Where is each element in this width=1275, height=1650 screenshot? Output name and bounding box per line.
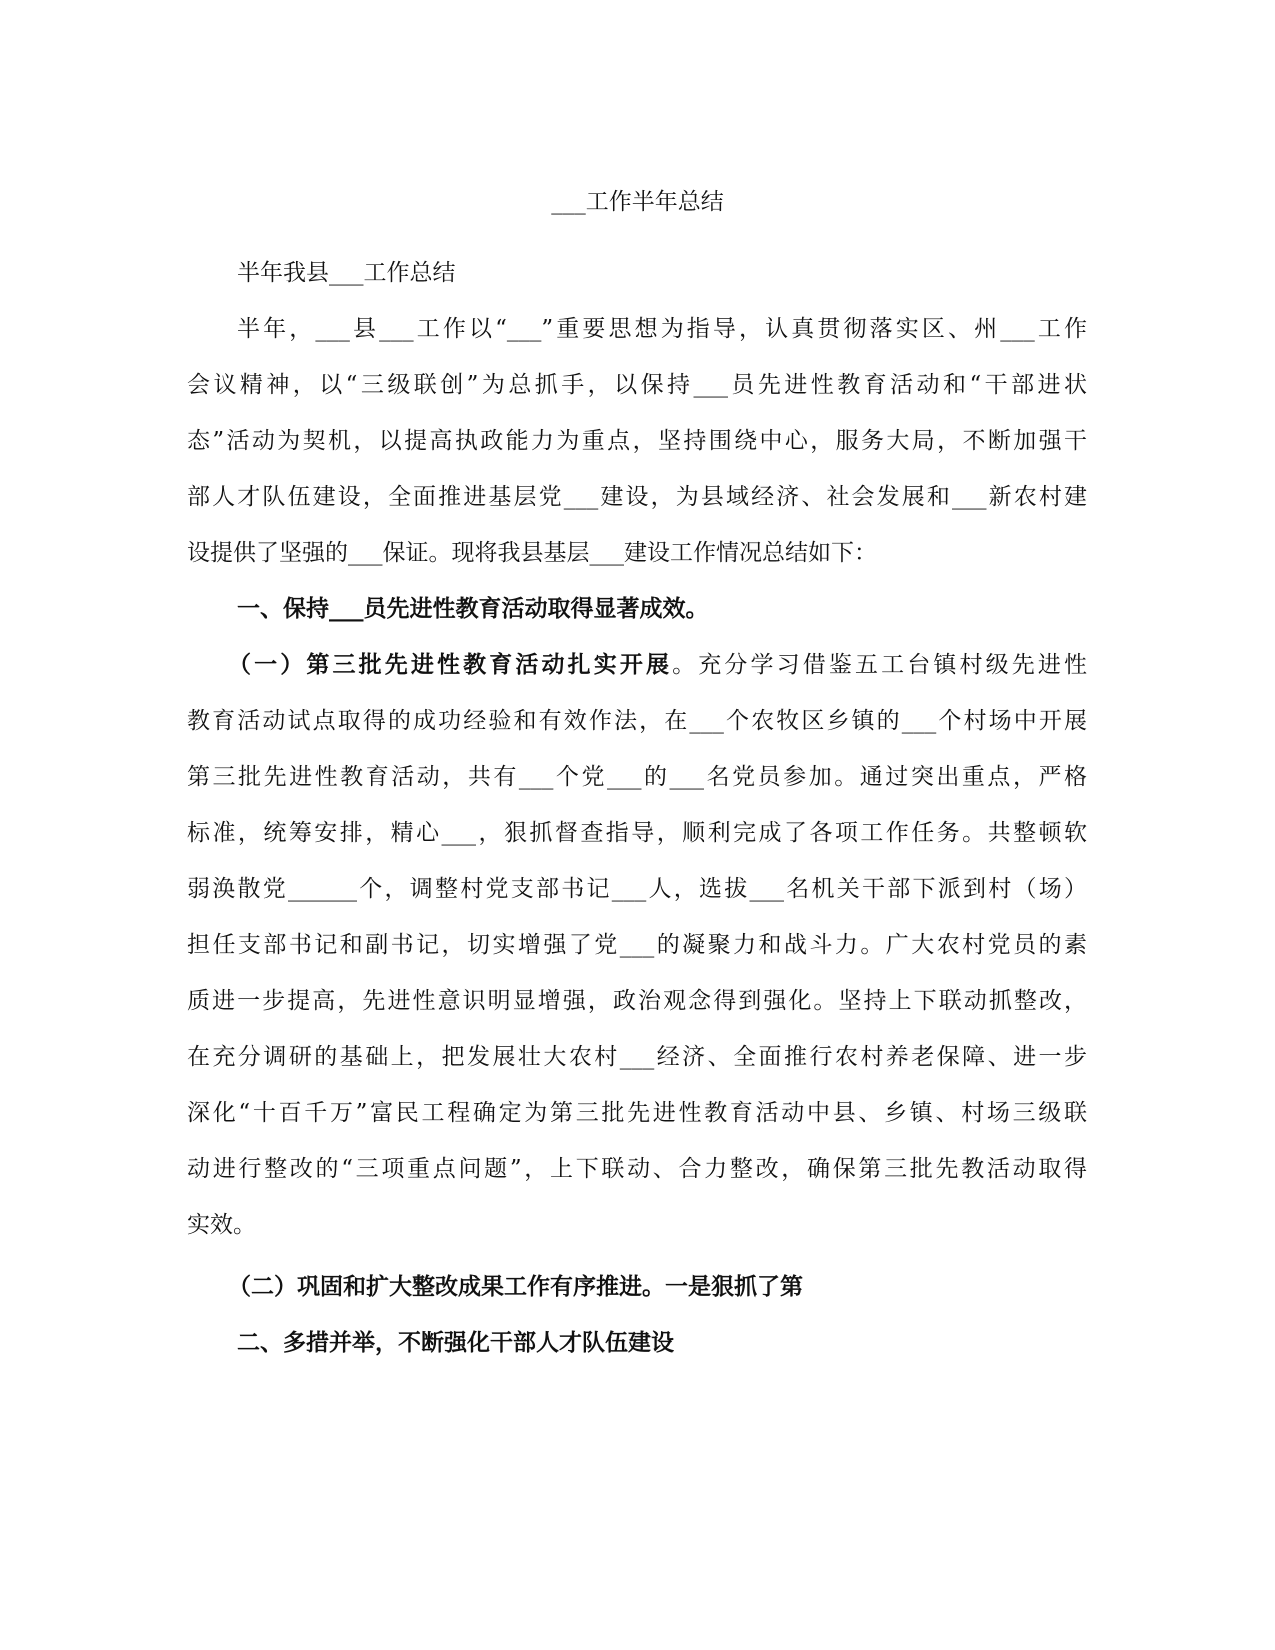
body-line: 弱涣散党______个，调整村党支部书记___人，选拔___名机关干部下派到村（场） xyxy=(187,876,1087,902)
intro-line: 部人才队伍建设，全面推进基层党___建设，为县域经济、社会发展和___新农村建 xyxy=(187,484,1087,510)
subsection-heading: （一）第三批先进性教育活动扎实开展 xyxy=(228,651,673,678)
section-heading: 二、多措并举，不断强化干部人才队伍建设 xyxy=(237,1329,674,1356)
intro-line: 会议精神，以“三级联创”为总抓手，以保持___员先进性教育活动和“干部进状 xyxy=(187,372,1087,398)
body-line: 标准，统筹安排，精心___，狠抓督查指导，顺利完成了各项工作任务。共整顿软 xyxy=(187,820,1087,846)
intro-line: 半年，___县___工作以“___”重要思想为指导，认真贯彻落实区、州___工作 xyxy=(237,316,1087,342)
subsection-first-line xyxy=(228,649,1087,681)
body-line: 动进行整改的“三项重点问题”，上下联动、合力整改，确保第三批先教活动取得 xyxy=(187,1156,1087,1182)
document-title: ___工作半年总结 xyxy=(551,189,724,215)
section-heading: 一、保持___员先进性教育活动取得显著成效。 xyxy=(237,595,709,622)
subsection-text: 。充分学习借鉴五工台镇村级先进性 xyxy=(672,652,1087,678)
body-line: 质进一步提高，先进性意识明显增强，政治观念得到强化。坚持上下联动抓整改， xyxy=(187,988,1087,1014)
document-subtitle: 半年我县___工作总结 xyxy=(237,260,456,286)
body-line: 实效。 xyxy=(187,1212,256,1238)
body-line: 深化“十百千万”富民工程确定为第三批先进性教育活动中县、乡镇、村场三级联 xyxy=(187,1100,1087,1126)
intro-line: 设提供了坚强的___保证。现将我县基层___建设工作情况总结如下： xyxy=(187,540,877,566)
body-line: 第三批先进性教育活动，共有___个党___的___名党员参加。通过突出重点，严格 xyxy=(187,764,1087,790)
body-line: 教育活动试点取得的成功经验和有效作法，在___个农牧区乡镇的___个村场中开展 xyxy=(187,708,1087,734)
body-line: 在充分调研的基础上，把发展壮大农村___经济、全面推行农村养老保障、进一步 xyxy=(187,1044,1087,1070)
body-line: 担任支部书记和副书记，切实增强了党___的凝聚力和战斗力。广大农村党员的素 xyxy=(187,932,1087,958)
intro-line: 态”活动为契机，以提高执政能力为重点，坚持围绕中心，服务大局，不断加强干 xyxy=(187,428,1087,454)
subsection-heading: （二）巩固和扩大整改成果工作有序推进。一是狠抓了第 xyxy=(228,1273,803,1300)
